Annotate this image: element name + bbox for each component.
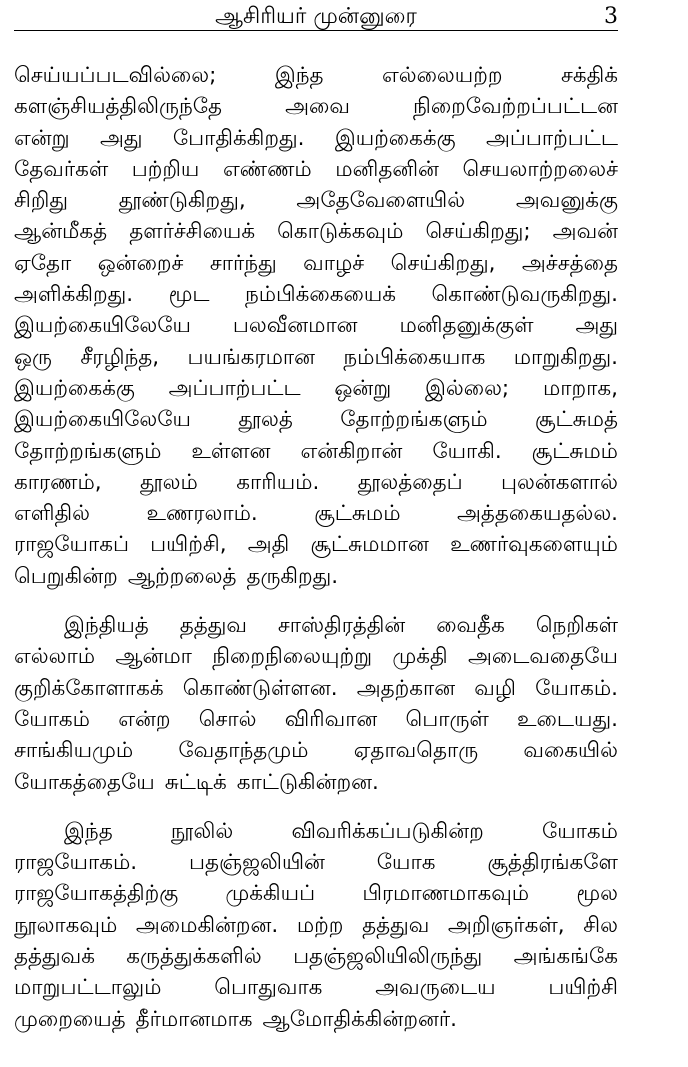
word: சார்ந்து bbox=[209, 250, 277, 276]
word: நிறைவேற்றப்பட்டன bbox=[413, 94, 618, 120]
text-line bbox=[14, 561, 618, 592]
word: ஒன்று bbox=[334, 375, 392, 401]
word: அதி bbox=[247, 532, 290, 558]
word: என்று bbox=[14, 125, 70, 151]
word: குறிக்கோளாகக் bbox=[14, 675, 164, 701]
word: எல்லாம் bbox=[14, 644, 96, 670]
word: உணர்வுகளையும் bbox=[450, 532, 618, 558]
word: ஆமோதிக்கின்றனர். bbox=[262, 1006, 457, 1032]
word: சுட்டிக் bbox=[164, 769, 227, 795]
word: போதிக்கிறது. bbox=[172, 125, 305, 151]
word: உடையது. bbox=[517, 706, 618, 732]
word: உள்ளன bbox=[191, 438, 271, 464]
text-line bbox=[14, 735, 618, 766]
word: இயற்கையிலேயே bbox=[14, 313, 191, 339]
text-line bbox=[14, 641, 618, 672]
word: அப்பாற்பட்ட bbox=[168, 375, 301, 401]
word: ஆன்மா bbox=[115, 644, 192, 670]
word: அறிஞர்கள், bbox=[447, 912, 565, 938]
word: தோற்றங்களும் bbox=[340, 407, 488, 433]
word: மனிதனின் bbox=[335, 156, 439, 182]
word: தீர்மானமாக bbox=[135, 1006, 253, 1032]
word: வேதாந்தமும் bbox=[178, 738, 309, 764]
word: ராஜயோகப் bbox=[14, 532, 129, 558]
word: ஆற்றலைத் bbox=[127, 563, 237, 589]
word: தளர்ச்சியைக் bbox=[129, 219, 256, 245]
text-line bbox=[14, 673, 618, 704]
word: சீரழிந்த, bbox=[80, 344, 160, 370]
word: வைதீக bbox=[436, 613, 505, 639]
word: சாஸ்திரத்தின் bbox=[277, 613, 406, 639]
word: அப்பாற்பட்ட bbox=[486, 125, 618, 151]
word: இந்தியத் bbox=[64, 613, 149, 639]
word: இந்த bbox=[274, 63, 324, 88]
text-line bbox=[14, 498, 618, 529]
text-line bbox=[14, 816, 618, 847]
word: இயற்கைக்கு bbox=[14, 375, 135, 401]
word: பயிற்சி, bbox=[150, 532, 227, 558]
word: வாழச் bbox=[303, 250, 365, 276]
word: வழி bbox=[474, 675, 516, 701]
word: தத்துவக் bbox=[14, 944, 95, 970]
word: யோக bbox=[376, 850, 436, 876]
word: நம்பிக்கையைக் bbox=[244, 282, 397, 308]
word: ராஜயோகம். bbox=[14, 850, 138, 876]
word: கொடுக்கவும் bbox=[277, 219, 404, 245]
word: முறையைத் bbox=[14, 1006, 126, 1032]
text-line bbox=[14, 216, 618, 247]
word: புலன்களால் bbox=[501, 469, 618, 495]
word: தருகிறது. bbox=[246, 563, 339, 589]
text-line bbox=[14, 91, 618, 122]
word: அதேவேளையில் bbox=[296, 188, 466, 214]
paragraph bbox=[14, 60, 618, 592]
word: மற்ற bbox=[296, 912, 344, 938]
paragraph bbox=[14, 610, 618, 798]
word: மூட bbox=[168, 282, 210, 308]
word: அதற்கான bbox=[356, 675, 456, 701]
text-line bbox=[14, 910, 618, 941]
word: பதஞ்ஜலியின் bbox=[189, 850, 325, 876]
word: அவன் bbox=[552, 219, 618, 245]
word: நிறைநிலையுற்று bbox=[212, 644, 373, 670]
text-line bbox=[14, 373, 618, 404]
word: அளிக்கிறது. bbox=[14, 282, 134, 308]
word: கொண்டுள்ளன. bbox=[182, 675, 338, 701]
word: இந்த bbox=[64, 818, 113, 844]
text-line bbox=[14, 704, 618, 735]
word: செய்யப்படவில்லை; bbox=[14, 63, 217, 88]
body-text bbox=[14, 60, 618, 1035]
word: அடைவதையே bbox=[467, 644, 618, 670]
word: இயற்கைக்கு bbox=[334, 125, 456, 151]
word: அவை bbox=[285, 94, 350, 120]
word: சூத்திரங்களே bbox=[487, 850, 618, 876]
word: சிறிது bbox=[14, 188, 68, 214]
text-line bbox=[14, 941, 618, 972]
word: யோகம். bbox=[535, 675, 618, 701]
word: முக்கியப் bbox=[225, 881, 316, 907]
word: எண்ணம் bbox=[222, 156, 312, 182]
word: செயலாற்றலைச் bbox=[462, 156, 618, 182]
word: விரிவான bbox=[284, 706, 378, 732]
word: என்ற bbox=[118, 706, 171, 732]
text-line bbox=[14, 185, 618, 216]
text-line bbox=[14, 767, 618, 798]
word: அச்சத்தை bbox=[521, 250, 618, 276]
word: செய்கிறது, bbox=[390, 250, 496, 276]
word: சூட்சுமமான bbox=[310, 532, 429, 558]
word: தேவர்கள் bbox=[14, 156, 109, 182]
word: நம்பிக்கையாக bbox=[343, 344, 486, 370]
word: அது bbox=[575, 313, 618, 339]
text-line bbox=[14, 279, 618, 310]
word: சூட்சுமம் bbox=[531, 438, 618, 464]
word: வகையில் bbox=[523, 738, 618, 764]
word: யோகம் bbox=[541, 818, 618, 844]
word: இயற்கையிலேயே bbox=[14, 407, 191, 433]
word: காரியம். bbox=[236, 469, 320, 495]
word: நூலாகவும் bbox=[14, 912, 118, 938]
text-line bbox=[14, 123, 618, 154]
word: ஆன்மீகத் bbox=[14, 219, 108, 245]
text-line bbox=[14, 878, 618, 909]
text-line bbox=[14, 436, 618, 467]
word: மூல bbox=[576, 881, 618, 907]
word: உணரலாம். bbox=[146, 501, 258, 527]
word: கருத்துக்களில் bbox=[126, 944, 262, 970]
word: சூட்சுமம் bbox=[314, 501, 401, 527]
word: தூலத்தைப் bbox=[357, 469, 463, 495]
word: அவனுக்கு bbox=[515, 188, 618, 214]
word: பெறுகின்ற bbox=[14, 563, 118, 589]
word: சொல் bbox=[198, 706, 257, 732]
word: தூலம் bbox=[140, 469, 198, 495]
text-line bbox=[14, 467, 618, 498]
word: காரணம், bbox=[14, 469, 102, 495]
word: கொண்டுவருகிறது. bbox=[431, 282, 618, 308]
word: பயங்கரமான bbox=[187, 344, 315, 370]
text-line bbox=[14, 972, 618, 1003]
text-line bbox=[14, 404, 618, 435]
word: எல்லையற்ற bbox=[381, 63, 503, 88]
page-number: 3 bbox=[604, 4, 618, 29]
word: யோகத்தையே bbox=[14, 769, 155, 795]
word: சக்திக் bbox=[560, 63, 618, 88]
word: பதஞ்ஜலியிலிருந்து bbox=[293, 944, 483, 970]
word: ஏதாவதொரு bbox=[353, 738, 479, 764]
word: தத்துவ bbox=[362, 912, 430, 938]
word: முக்தி bbox=[392, 644, 448, 670]
text-line bbox=[14, 847, 618, 878]
word: விவரிக்கப்படுகின்ற bbox=[291, 818, 484, 844]
word: மாறுபட்டாலும் bbox=[14, 975, 162, 1001]
word: யோகி. bbox=[432, 438, 502, 464]
word: அமைகின்றன. bbox=[135, 912, 279, 938]
word: செய்கிறது; bbox=[425, 219, 531, 245]
word: நூலில் bbox=[170, 818, 234, 844]
word: யோகம் bbox=[14, 706, 90, 732]
word: பொருள் bbox=[405, 706, 489, 732]
word: ஏதோ bbox=[14, 250, 72, 276]
text-line bbox=[14, 60, 618, 91]
word: அது bbox=[99, 125, 143, 151]
word: தோற்றங்களும் bbox=[14, 438, 162, 464]
text-line bbox=[14, 154, 618, 185]
text-line bbox=[14, 1004, 618, 1035]
word: ஒன்றைச் bbox=[97, 250, 184, 276]
word: அவருடைய bbox=[375, 975, 496, 1001]
word: சூட்சுமத் bbox=[534, 407, 618, 433]
word: சாங்கியமும் bbox=[14, 738, 134, 764]
word: பலவீனமான bbox=[232, 313, 358, 339]
word: காட்டுகின்றன. bbox=[236, 769, 379, 795]
word: தூண்டுகிறது, bbox=[118, 188, 246, 214]
word: அங்கங்கே bbox=[513, 944, 618, 970]
text-line bbox=[14, 248, 618, 279]
running-head: ஆசிரியர் முன்னுரை bbox=[215, 4, 417, 29]
word: தூலத் bbox=[238, 407, 293, 433]
word: எளிதில் bbox=[14, 501, 91, 527]
word: மாறுகிறது. bbox=[513, 344, 618, 370]
word: ஒரு bbox=[14, 344, 52, 370]
word: மனிதனுக்குள் bbox=[399, 313, 534, 339]
word: நெறிகள் bbox=[535, 613, 618, 639]
word: பிரமாணமாகவும் bbox=[362, 881, 530, 907]
word: ராஜயோகத்திற்கு bbox=[14, 881, 179, 907]
text-line bbox=[14, 310, 618, 341]
word: மாறாக, bbox=[542, 375, 618, 401]
word: தத்துவ bbox=[179, 613, 247, 639]
word: பயிற்சி bbox=[548, 975, 618, 1001]
word: இல்லை; bbox=[424, 375, 510, 401]
word: களஞ்சியத்திலிருந்தே bbox=[14, 94, 223, 120]
word: சில bbox=[583, 912, 618, 938]
word: என்கிறான் bbox=[300, 438, 403, 464]
word: பொதுவாக bbox=[214, 975, 323, 1001]
paragraph bbox=[14, 816, 618, 1035]
word: அத்தகையதல்ல. bbox=[457, 501, 618, 527]
text-line bbox=[14, 610, 618, 641]
word: பற்றிய bbox=[131, 156, 200, 182]
page-header bbox=[14, 4, 618, 31]
text-line bbox=[14, 529, 618, 560]
text-line bbox=[14, 342, 618, 373]
